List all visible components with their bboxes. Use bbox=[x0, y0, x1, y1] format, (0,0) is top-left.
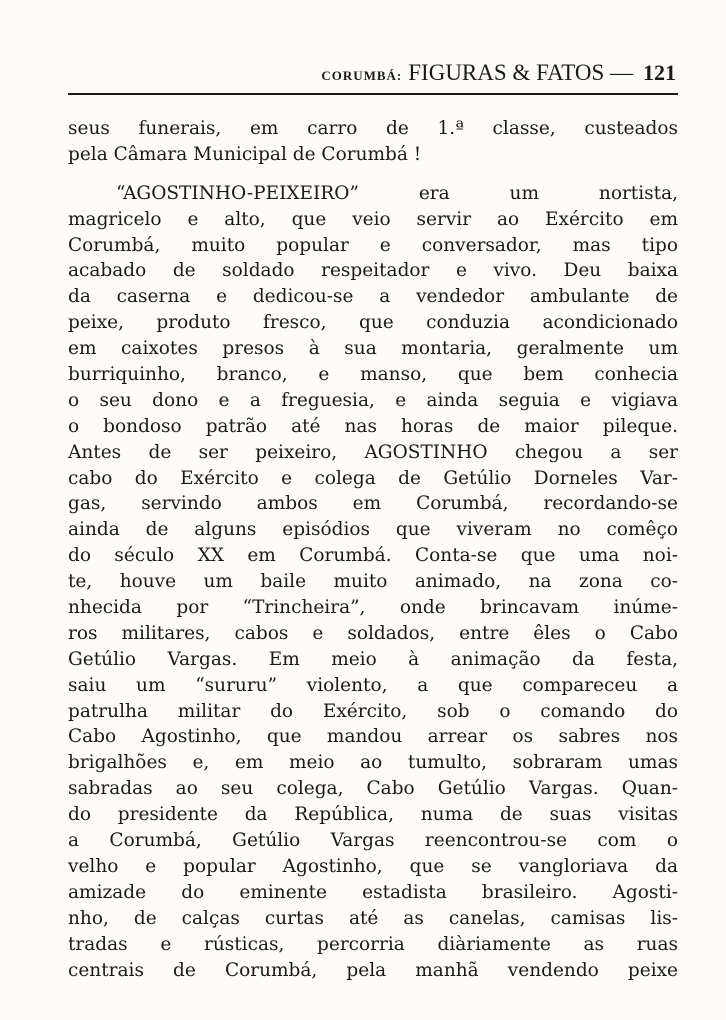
header-rule bbox=[68, 93, 678, 95]
text-line: sabradas ao seu colega, Cabo Getúlio Vargas. Quan- bbox=[68, 778, 678, 800]
text-line: acabado de soldado respeitador e vivo. Deu baixa bbox=[68, 260, 678, 282]
text-line: magricelo e alto, que veio servir ao Exército em bbox=[68, 208, 678, 230]
body-text bbox=[68, 116, 678, 983]
text-line: ainda de alguns episódios que viveram no comêço bbox=[68, 519, 678, 541]
paragraph-1 bbox=[68, 116, 678, 168]
text-line: nhecida por “Trincheira”, onde brincavam inúme- bbox=[68, 597, 678, 619]
text-line: centrais de Corumbá, pela manhã vendendo peixe bbox=[68, 959, 678, 981]
text-line: da caserna e dedicou-se a vendedor ambulante de bbox=[68, 286, 678, 308]
text-line: burriquinho, branco, e manso, que bem conhecia bbox=[68, 364, 678, 386]
text-line: ros militares, cabos e soldados, entre êles o Cabo bbox=[68, 622, 678, 644]
text-line: te, houve um baile muito animado, na zona co- bbox=[68, 571, 678, 593]
text-line: Getúlio Vargas. Em meio à animação da festa, bbox=[68, 648, 678, 670]
text-line: Corumbá, muito popular e conversador, mas tipo bbox=[68, 234, 678, 256]
text-line: velho e popular Agostinho, que se vangloriava da bbox=[68, 855, 678, 877]
running-head-place: CORUMBÁ: bbox=[321, 68, 403, 83]
page-number: 121 bbox=[643, 60, 676, 85]
text-line: o bondoso patrão até nas horas de maior pileque. bbox=[68, 415, 678, 437]
text-line: brigalhões e, em meio ao tumulto, sobraram umas bbox=[68, 752, 678, 774]
text-line: seus funerais, em carro de 1.ª classe, custeados bbox=[68, 118, 678, 139]
text-line: cabo do Exército e colega de Getúlio Dorneles Var- bbox=[68, 467, 678, 489]
text-line: a Corumbá, Getúlio Vargas reencontrou-se com o bbox=[68, 830, 678, 852]
text-line: saiu um “sururu” violento, a que compareceu a bbox=[68, 674, 678, 696]
text-line: tradas e rústicas, percorria diàriamente as ruas bbox=[68, 933, 678, 955]
text-line: gas, servindo ambos em Corumbá, recordando-se bbox=[68, 493, 678, 515]
running-head bbox=[68, 60, 676, 88]
text-line: em caixotes presos à sua montaria, geralmente um bbox=[68, 338, 678, 360]
text-line: do século XX em Corumbá. Conta-se que uma noi- bbox=[68, 545, 678, 567]
text-line: Antes de ser peixeiro, AGOSTINHO chegou a ser bbox=[68, 441, 678, 463]
running-head-title: FIGURAS & FATOS — bbox=[408, 60, 633, 85]
paragraph-gap bbox=[68, 168, 678, 181]
text-line: do presidente da República, numa de suas visitas bbox=[68, 804, 678, 826]
text-line: patrulha militar do Exército, sob o comando do bbox=[68, 700, 678, 722]
text-line: o seu dono e a freguesia, e ainda seguia e vigiava bbox=[68, 389, 678, 411]
text-line: nho, de calças curtas até as canelas, camisas lis- bbox=[68, 907, 678, 929]
text-line: Cabo Agostinho, que mandou arrear os sabres nos bbox=[68, 726, 678, 748]
text-line: peixe, produto fresco, que conduzia acondicionado bbox=[68, 312, 678, 334]
text-line: amizade do eminente estadista brasileiro. Agosti- bbox=[68, 881, 678, 903]
paragraph-2 bbox=[68, 181, 678, 984]
text-line: “AGOSTINHO-PEIXEIRO” era um nortista, bbox=[116, 182, 678, 204]
text-line: pela Câmara Municipal de Corumbá ! bbox=[68, 143, 422, 165]
